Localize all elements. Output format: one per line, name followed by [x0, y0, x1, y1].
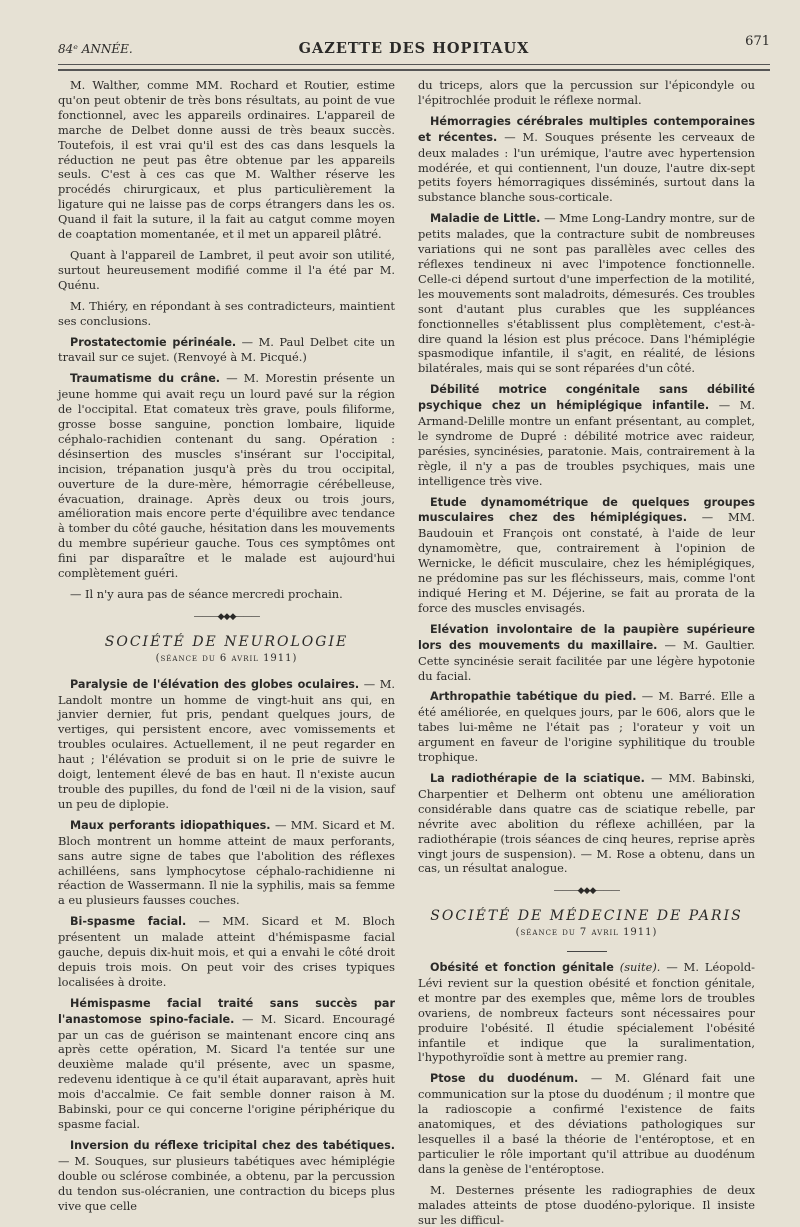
paragraph: Quant à l'appareil de Lambret, il peut avoir son utilité, surtout heureusement modifié comme il l'a été par M. Quénu.: [58, 247, 395, 292]
article-body: — M. Souques présente les cerveaux de deux malades : l'un urémique, l'autre avec hypertension modérée, et qui contiennent, l'un douze, l'autre dix-sept petits foyers hémorragiques disséminés, surtout dans la substance blanche sous-corticale.: [418, 129, 755, 205]
section-date: (séance du 7 avril 1911): [515, 927, 658, 939]
article-body: — MM. Sicard et M. Bloch montrent un homme atteint de maux perforants, sans autre signe de tabes que l'abolition des réflexes achilléens, sans lymphocytose céphalo-rachidienne ni réaction de Wassermann. Il nie la syphilis, mais sa femme a eu plusieurs fausses couches.: [58, 817, 395, 908]
header-rule: [58, 64, 770, 65]
article-heading: Débilité motrice congénitale sans débilité psychique chez un hémiplégique infantile.: [418, 383, 755, 413]
article-body: — M. Souques, sur plusieurs tabétiques avec hémiplégie double ou sclérose combinée, a obtenu, par la percussion du tendon sus-olécranien, une contraction du biceps plus vive que celle: [58, 1153, 395, 1213]
article-body: — M. Paul Delbet cite un travail sur ce sujet. (Renvoyé à M. Picqué.): [58, 334, 395, 365]
journal-title: GAZETTE DES HOPITAUX: [298, 40, 530, 57]
paragraph: [418, 495, 755, 616]
paragraph: [58, 677, 395, 812]
paragraph: [58, 914, 395, 990]
paragraph: [418, 382, 755, 488]
article-body: — MM. Babinski, Charpentier et Delherm ont obtenu une amélioration considérable dans quatre cas de sciatique rebelle, par névrite avec abolition du réflexe achilléen, par la radiothérapie (trois séances de cinq heures, reprise après vingt jours de suspension). — M. Rose a obtenu, dans un cas, un résultat analogue.: [418, 770, 755, 876]
paragraph: [58, 1138, 395, 1214]
article-heading: Obésité et fonction génitale: [430, 961, 614, 975]
section-title: SOCIÉTÉ DE NEUROLOGIE: [104, 633, 349, 650]
article-heading: Bi-spasme facial.: [70, 915, 187, 929]
section-rule: [567, 951, 607, 952]
paragraph: [58, 335, 395, 366]
right-column: [418, 78, 756, 1227]
paragraph: [418, 114, 755, 205]
running-header: [58, 36, 770, 62]
article-body: — M. Glénard fait une communication sur la ptose du duodénum ; il montre que la radioscopie a confirmé l'existence de faits anatomiques, et des déviations pathologiques sur lesquelles il a basé la théorie de l'entéroptose, et en particulier le rôle important qu'il attribue au duodénum dans la genèse de l'entéroptose.: [418, 1071, 755, 1176]
article-body: — MM. Baudouin et François ont constaté, à l'aide de leur dynamomètre, que, contrairement à l'opinion de Wernicke, le déficit musculaire, chez les hémiplégiques, ne prédomine pas sur les fléchisseurs, mais, comme l'ont indiqué Hering et M. Déjerine, se fait au prorata de la force des muscles envisagés.: [418, 510, 755, 615]
article-heading: Hémorragies cérébrales multiples contemporaines et récentes.: [418, 114, 755, 144]
article-body: — M. Armand-Delille montre un enfant présentant, au complet, le syndrome de Dupré : débilité motrice avec raideur, parésies, syncinésies, paratonie. Mais, contrairement à la règle, il n'y a pas de troubles psychiques, mais une intelligence très vive.: [418, 398, 755, 488]
paragraph: M. Walther, comme MM. Rochard et Routier, estime qu'on peut obtenir de très bons résultats, au point de vue fonctionnel, avec les appareils ordinaires. L'appareil de marche de Delbet donne aussi de très beaux succès. Toutefois, il est vrai qu'il est des cas dans lesquels la réduction ne peut pas être obtenue par les appareils seuls. C'est à ces cas que M. Walther réserve les procédés chirurgicaux, et plus particulièrement la ligature qui ne laisse pas de corps étrangers dans les os. Quand il fait la suture, il la fait au catgut comme moyen de coaptation momentanée, et il met un appareil plâtré.: [58, 78, 395, 242]
left-column: [58, 78, 396, 1213]
paragraph: du triceps, alors que la percussion sur l'épicondyle ou l'épitrochlée produit le réflexe normal.: [418, 78, 755, 107]
article-body: — MM. Sicard et M. Bloch présentent un malade atteint d'hémispasme facial gauche, depuis dix-huit mois, et qui a envahi le côté droit depuis trois mois. On peut voir des crises typiques localisées à droite.: [58, 914, 395, 989]
paragraph: M. Thiéry, en répondant à ses contradicteurs, maintient ses conclusions.: [58, 298, 395, 328]
article-body: — M. Gaultier. Cette syncinésie serait facilitée par une légère hypotonie du facial.: [418, 637, 756, 683]
section-title: SOCIÉTÉ DE MÉDECINE DE PARIS: [430, 908, 743, 925]
paragraph: [58, 818, 395, 908]
article-heading: La radiothérapie de la sciatique.: [430, 771, 645, 785]
article-heading: Maux perforants idiopathiques.: [70, 818, 271, 832]
article-heading: Elévation involontaire de la paupière supérieure lors des mouvements du maxillaire.: [418, 622, 755, 652]
article-heading: Inversion du réflexe tricipital chez des tabétiques.: [70, 1138, 395, 1152]
paragraph: [418, 689, 755, 765]
header-rule-thick: [58, 69, 770, 71]
article-heading: Paralysie de l'élévation des globes oculaires.: [70, 677, 360, 691]
article-heading: Etude dynamométrique de quelques groupes musculaires chez des hémiplégiques.: [418, 495, 755, 525]
paragraph: M. Desternes présente les radiographies de deux malades atteints de ptose duodéno-pylorique. Il insiste sur les difficul-: [418, 1182, 755, 1227]
paragraph: [418, 960, 755, 1065]
article-body: — M. Léopold-Lévi revient sur la question obésité et fonction génitale, et montre par des exemples que, même lors de troubles ovariens, de nombreux facteurs sont nécessaires pour produire l'obésité. Il étudie spécialement l'obésité infantile et indique que la suralimentation, l'hypothyroïdie sont à mettre au premier rang.: [418, 960, 755, 1065]
article-body: — M. Morestin présente un jeune homme qui avait reçu un lourd pavé sur la région de l'occipital. Etat comateux très grave, pouls filiforme, grosse bosse sanguine, ponction lombaire, liquide céphalo-rachidien contenant du sang. Opération : désinsertion des muscles s'insérant sur l'occipital, incision, trépanation jusqu'à près du trou occipital, ouverture de la dure-mère, hémorragie cérébelleuse, évacuation, drainage. Après deux ou trois jours, amélioration mais encore perte d'équilibre avec tendance à tomber du côté gauche, hésitation dans les mouvements du membre supérieur gauche. Tous ces symptômes ont fini par disparaître et le malade est aujourd'hui complètement guéri.: [58, 371, 395, 581]
article-body: — Mme Long-Landry montre, sur de petits malades, que la contracture subit de nombreuses variations qui ne sont pas parallèles avec celles des réflexes tendineux ni avec l'impotence fonctionnelle. Celle-ci dépend surtout d'une imperfection de la motilité, les mouvements sont maladroits, démesurés. Ces troubles sont d'autant plus curables que les suppléances fonctionnelles s'établissent plus complètement, c'est-à-dire quand la lésion est plus précoce. Dans l'hémiplégie spasmodique infantile, il s'agit, en réalité, de lésions bilatérales, mais qui se sont réparées d'un côté.: [418, 211, 756, 376]
paragraph: [418, 1071, 755, 1176]
article-body: — M. Landolt montre un homme de vingt-huit ans qui, en janvier dernier, fut pris, pendant quelques jours, de vertiges, qui persistent encore, avec vomissements et troubles oculaires. Actuellement, il ne peut regarder en haut ; l'élévation se produit si on le prie de suivre le doigt, lentement élevé de bas en haut. Il n'existe aucun trouble des pupilles, du fond de l'œil ni de la vision, sauf un peu de diplopie.: [58, 676, 395, 811]
article-heading: Arthropathie tabétique du pied.: [430, 690, 637, 704]
paragraph: [58, 371, 395, 581]
volume-year: 84ᵉ ANNÉE.: [58, 42, 133, 56]
article-heading: Maladie de Little.: [430, 212, 541, 226]
article-heading: Prostatectomie périnéale.: [70, 335, 237, 349]
paragraph: [418, 622, 755, 684]
paragraph: — Il n'y aura pas de séance mercredi prochain.: [70, 587, 343, 601]
article-body: — M. Barré. Elle a été améliorée, en quelques jours, par le 606, alors que le tabes lui-même ne l'était pas ; l'orateur y voit un argument en faveur de l'origine syphilitique du trouble trophique.: [418, 689, 755, 765]
article-heading: Ptose du duodénum.: [430, 1072, 579, 1086]
section-date: (séance du 6 avril 1911): [155, 652, 298, 664]
article-body: — M. Sicard. Encouragé par un cas de guérison se maintenant encore cinq ans après cette opération, M. Sicard l'a tentée sur une deuxième malade qu'il présente, avec un spasme, redevenu identique à ce qu'il était auparavant, après huit mois d'accalmie. Ce fait semble donner raison à M. Babinski, pour ce qui concerne l'origine périphérique du spasme facial.: [58, 1011, 396, 1131]
page-number: 671: [745, 34, 770, 49]
section-ornament: ———◆◆◆———: [193, 611, 260, 622]
article-heading: Hémispasme facial traité sans succès par l'anastomose spino-faciale.: [58, 996, 395, 1026]
paragraph: [418, 211, 755, 376]
section-ornament: ———◆◆◆———: [553, 886, 620, 897]
paragraph: [418, 771, 755, 876]
paragraph: [58, 996, 395, 1132]
article-heading: Traumatisme du crâne.: [70, 372, 221, 386]
article-suite: (suite).: [613, 960, 661, 975]
